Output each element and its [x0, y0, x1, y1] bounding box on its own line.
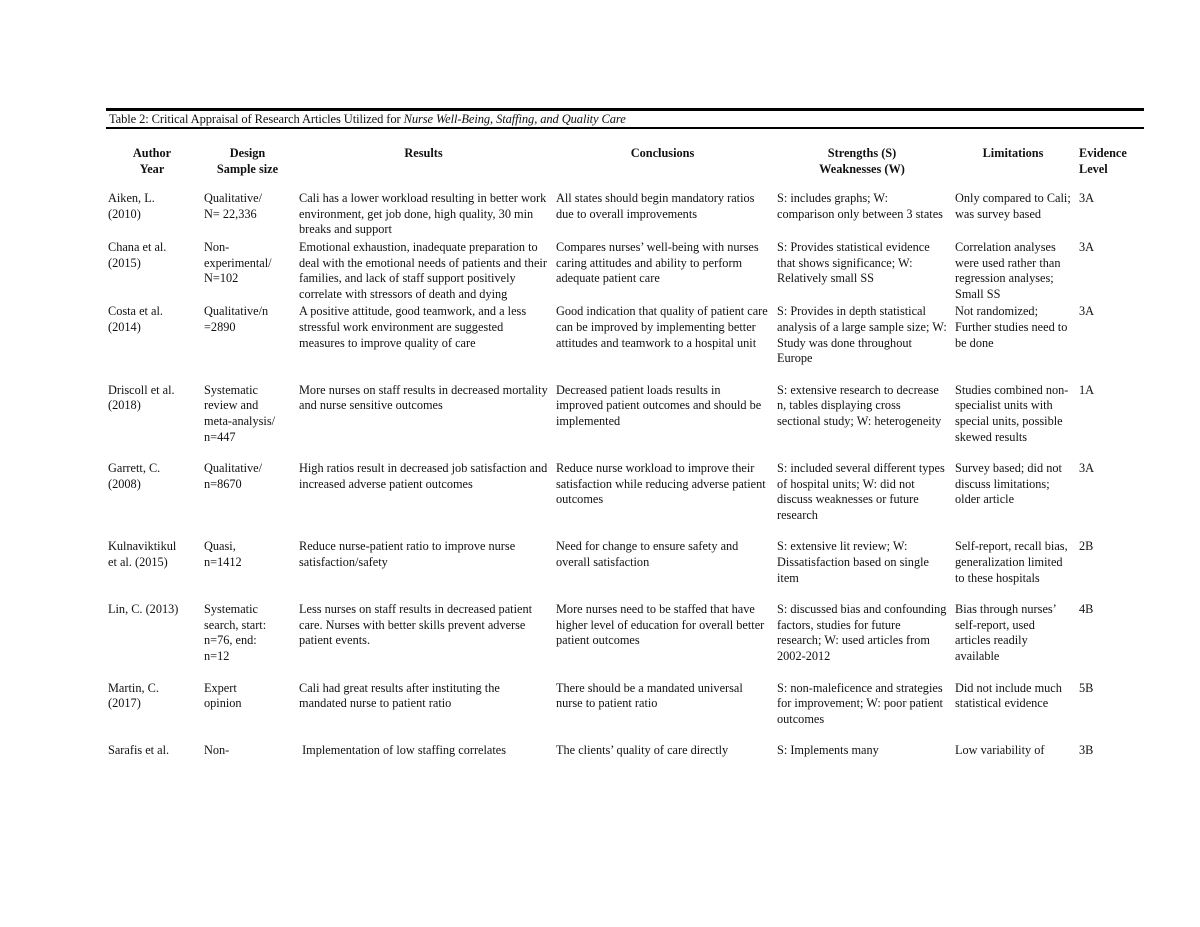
cell-author: Aiken, L. (2010) [108, 191, 155, 221]
cell-limitations: Survey based; did not discuss limitations; older article [955, 461, 1062, 507]
cell-evidence: 3A [1079, 239, 1095, 254]
top-rule [106, 108, 1144, 111]
cell-evidence: 3A [1079, 304, 1095, 319]
cell-conclusions: There should be a mandated universal nurse to patient ratio [556, 680, 743, 711]
table-row [104, 600, 1144, 678]
cell-results: Emotional exhaustion, inadequate preparation to deal with the emotional needs of patients and their families, and lack of staff support positively correlate with stressors of death and dying [299, 239, 547, 301]
cell-limitations: Self-report, recall bias, generalization limited to these hospitals [955, 539, 1068, 585]
table-row [104, 189, 1144, 238]
table-row [104, 741, 1144, 761]
caption-italic: Nurse Well-Being, Staffing, and Quality Care [403, 112, 626, 126]
cell-results: Reduce nurse-patient ratio to improve nurse satisfaction/safety [299, 539, 516, 570]
cell-design: Qualitative/ n=8670 [204, 461, 263, 491]
cell-design: Systematic search, start: n=76, end: n=12 [204, 602, 267, 664]
cell-limitations: Low variability of [955, 743, 1045, 758]
header-design: Design Sample size [216, 146, 279, 176]
cell-limitations: Not randomized; Further studies need to be done [955, 304, 1068, 350]
table-caption [109, 112, 626, 127]
cell-conclusions: All states should begin mandatory ratios due to overall improvements [556, 191, 755, 221]
cell-strengths: S: Provides statistical evidence that shows significance; W: Relatively small SS [777, 239, 930, 286]
cell-conclusions: More nurses need to be staffed that have higher level of education for overall better patient outcomes [556, 602, 765, 648]
table-row [104, 302, 1144, 380]
cell-author: Lin, C. (2013) [108, 602, 179, 617]
cell-evidence: 2B [1079, 539, 1094, 554]
cell-design: Non- [204, 743, 230, 758]
cell-design: Expert opinion [204, 680, 242, 711]
cell-strengths: S: includes graphs; W: comparison only between 3 states [777, 191, 943, 221]
caption-prefix: Table 2: Critical Appraisal of Research Articles Utilized for [109, 112, 404, 126]
cell-design: Non- experimental/ N=102 [204, 239, 272, 286]
cell-strengths: S: extensive research to decrease n, tables displaying cross sectional study; W: heterogeneity [777, 382, 942, 428]
cell-results: High ratios result in decreased job satisfaction and increased adverse patient outcomes [299, 461, 548, 491]
header-results: Results [404, 146, 443, 160]
table-row [104, 381, 1144, 459]
caption-rule [106, 127, 1144, 129]
header-evidence: Evidence Level [1079, 146, 1127, 176]
cell-limitations: Studies combined non-specialist units with special units, possible skewed results [955, 382, 1069, 444]
cell-strengths: S: non-maleficence and strategies for improvement; W: poor patient outcomes [777, 680, 943, 726]
cell-strengths: S: discussed bias and confounding factors, studies for future research; W: used articles from 2002-2012 [777, 602, 947, 664]
cell-results: Implementation of low staffing correlates [299, 743, 507, 758]
table-row [104, 679, 1144, 742]
cell-evidence: 1A [1079, 382, 1095, 397]
cell-author: Chana et al. (2015) [108, 239, 167, 270]
cell-conclusions: Reduce nurse workload to improve their satisfaction while reducing adverse patient outcomes [556, 461, 766, 507]
header-conclusions: Conclusions [630, 146, 695, 160]
cell-evidence: 5B [1079, 680, 1094, 695]
cell-strengths: S: extensive lit review; W: Dissatisfaction based on single item [777, 539, 929, 585]
cell-author: Kulnaviktikul et al. (2015) [108, 539, 177, 570]
cell-evidence: 4B [1079, 602, 1094, 617]
cell-design: Qualitative/ N= 22,336 [204, 191, 263, 221]
table-row [104, 537, 1144, 600]
table-row [104, 238, 1144, 302]
cell-strengths: S: included several different types of hospital units; W: did not discuss weaknesses or future research [777, 461, 945, 522]
header-row [104, 144, 1144, 189]
cell-limitations: Correlation analyses were used rather than regression analyses; Small SS [955, 239, 1061, 301]
cell-strengths: S: Provides in depth statistical analysis of a large sample size; W: Study was done throughout Europe [777, 304, 947, 366]
cell-results: More nurses on staff results in decreased mortality and nurse sensitive outcomes [299, 382, 548, 413]
cell-conclusions: Decreased patient loads results in improved patient outcomes and should be implemented [556, 382, 762, 428]
cell-limitations: Only compared to Cali; was survey based [955, 191, 1071, 221]
cell-strengths: S: Implements many [777, 743, 879, 758]
cell-evidence: 3A [1079, 191, 1095, 206]
cell-limitations: Bias through nurses’ self-report, used articles readily available [955, 602, 1056, 664]
header-limitations: Limitations [982, 146, 1044, 160]
cell-design: Qualitative/n =2890 [204, 304, 269, 334]
cell-evidence: 3B [1079, 743, 1094, 758]
table-row [104, 459, 1144, 537]
cell-author: Costa et al. (2014) [108, 304, 163, 334]
header-strengths: Strengths (S) Weaknesses (W) [819, 146, 905, 176]
appraisal-table [104, 144, 1144, 761]
cell-author: Sarafis et al. [108, 743, 170, 758]
cell-results: A positive attitude, good teamwork, and a less stressful work environment are suggested measures to improve quality of care [299, 304, 527, 350]
cell-author: Driscoll et al. (2018) [108, 382, 175, 413]
cell-evidence: 3A [1079, 461, 1095, 476]
cell-limitations: Did not include much statistical evidence [955, 680, 1062, 711]
cell-conclusions: The clients’ quality of care directly [556, 743, 729, 758]
cell-author: Garrett, C. (2008) [108, 461, 161, 491]
cell-results: Cali had great results after instituting the mandated nurse to patient ratio [299, 680, 500, 711]
cell-author: Martin, C. (2017) [108, 680, 159, 711]
cell-design: Quasi, n=1412 [204, 539, 242, 570]
cell-conclusions: Need for change to ensure safety and overall satisfaction [556, 539, 739, 570]
cell-results: Cali has a lower workload resulting in better work environment, get job done, high quality, 30 min breaks and support [299, 191, 547, 237]
cell-design: Systematic review and meta-analysis/ n=447 [204, 382, 276, 444]
cell-conclusions: Compares nurses’ well-being with nurses caring attitudes and ability to perform adequate patient care [556, 239, 759, 286]
cell-conclusions: Good indication that quality of patient care can be improved by implementing better attitudes and teamwork to a hospital unit [556, 304, 768, 350]
cell-results: Less nurses on staff results in decreased patient care. Nurses with better skills prevent adverse patient events. [299, 602, 533, 648]
header-author: Author Year [132, 146, 172, 176]
